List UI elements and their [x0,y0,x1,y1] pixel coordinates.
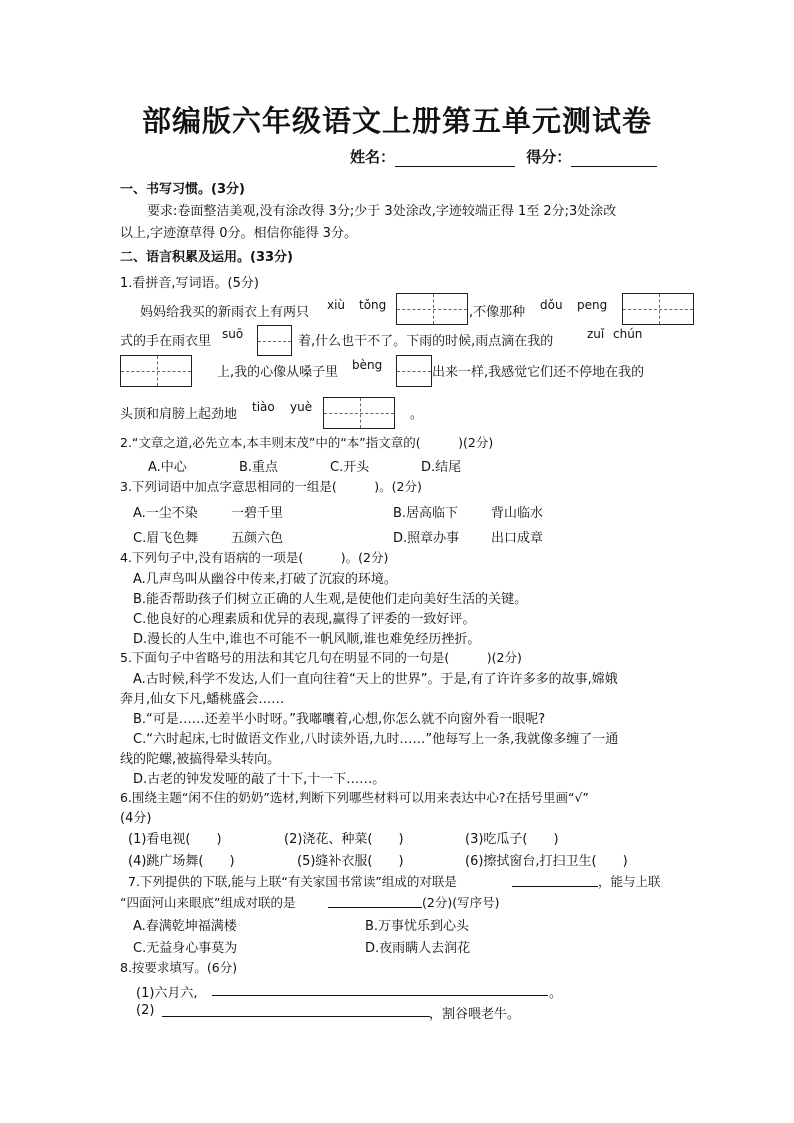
q7-option-d: D.夜雨瞒人去润花 [365,941,471,956]
q2-stem: 2.“文章之道,必先立本,本丰则末茂”中的“本”指文章的( )(2分) [120,435,494,450]
q6-stem-line2: (4分) [120,811,152,826]
q2-option-c: C.开头 [330,460,370,475]
q6-option-4: (4)跳广场舞( ) [128,854,235,869]
q6-option-2: (2)浇花、种菜( ) [284,832,404,847]
score-label: 得分： [526,148,572,166]
page-title: 部编版六年级语文上册第五单元测试卷 [141,104,652,138]
answer-box-doupeng[interactable] [622,293,694,325]
q4-option-a: A.几声鸟叫从幽谷中传来,打破了沉寂的环境。 [133,572,397,587]
q1-line2-text: 式的手在雨衣里 [120,334,212,349]
q6-option-6: (6)擦拭窗台,打扫卫生( ) [465,854,628,869]
q1-line3-text-b: 出来一样,我感觉它们还不停地在我的 [432,365,645,380]
q8-line2-prefix: (2) [136,1003,155,1018]
q2-option-a: A.中心 [148,460,187,475]
section-2-heading: 二、语言积累及运用。(33分) [120,250,293,265]
q8-answer-blank-2[interactable] [162,1016,430,1017]
answer-box-beng[interactable] [396,355,432,387]
q6-option-1: (1)看电视( ) [128,832,222,847]
pinyin-chun: chún [613,327,643,341]
pinyin-peng: peng [577,298,608,312]
q6-option-3: (3)吃瓜子( ) [465,832,559,847]
pinyin-tong: tǒng [359,298,387,312]
pinyin-dou: dǒu [540,298,563,312]
q7-answer-blank-1[interactable] [512,886,598,887]
q7-stem-line2b: (2分)(写序号) [422,895,500,910]
q3-option-d1: D.照章办事 [393,531,460,546]
name-score-bar [350,146,657,167]
q6-stem-line1: 6.围绕主题“闲不住的奶奶”选材,判断下列哪些材料可以用来表达中心?在括号里画“√” [120,790,589,805]
pinyin-tiao: tiào [252,400,275,414]
q1-line4-text: 头顶和肩膀上起劲地 [120,407,238,422]
q5-option-d: D.古老的钟发发哑的敲了十下,十一下……。 [133,772,386,787]
q1-stem: 1.看拼音,写词语。(5分) [120,276,259,291]
answer-box-suo[interactable] [257,325,292,356]
pinyin-suo: suō [222,327,244,341]
pinyin-zui: zuǐ [587,327,605,341]
q1-line1-text-b: ,不像那种 [469,305,526,320]
q6-option-5: (5)缝补衣服( ) [297,854,404,869]
q5-option-a-line2: 奔月,仙女下凡,蟠桃盛会…… [120,692,285,707]
answer-box-zuichun[interactable] [120,355,192,387]
q1-line4-end: 。 [410,407,424,422]
q8-line1-end: 。 [549,986,563,1001]
q4-option-d: D.漫长的人生中,谁也不可能不一帆风顺,谁也难免经历挫折。 [133,632,481,647]
pinyin-yue: yuè [290,400,313,414]
q7-answer-blank-2[interactable] [328,907,422,908]
section-1-heading: 一、书写习惯。(3分) [120,182,245,197]
name-label: 姓名： [350,148,396,166]
q3-option-b1: B.居高临下 [393,506,459,521]
q7-option-a: A.春满乾坤福满楼 [133,919,237,934]
q7-stem-line2a: “四面河山来眼底”组成对联的是 [120,895,296,910]
q5-option-b: B.“可是……还差半小时呀。”我嘟囔着,心想,你怎么就不向窗外看一眼呢? [133,712,546,727]
q3-option-d2: 出口成章 [491,531,544,546]
q1-line1-text: 妈妈给我买的新雨衣上有两只 [140,305,310,320]
q3-stem: 3.下列词语中加点字意思相同的一组是( )。(2分) [120,479,422,494]
q7-stem-line1a: 7.下列提供的下联,能与上联“有关家国书常读”组成的对联是 [128,874,457,889]
answer-box-xiutong[interactable] [396,293,468,325]
q1-line3-text: 上,我的心像从嗓子里 [217,365,339,380]
q3-option-a1: A.一尘不染 [133,506,198,521]
q4-option-b: B.能否帮助孩子们树立正确的人生观,是使他们走向美好生活的关键。 [133,592,528,607]
s1-text-line2: 以上,字迹潦草得 0分。相信你能得 3分。 [120,226,357,241]
q4-stem: 4.下列句子中,没有语病的一项是( )。(2分) [120,550,389,565]
q8-line2-end: ，割谷喂老牛。 [429,1007,521,1022]
name-field[interactable] [395,152,515,167]
q5-option-a-line1: A.古时候,科学不发达,人们一直向往着“天上的世界”。于是,有了许许多多的故事,嫦娥 [133,672,618,687]
q7-stem-line1b: ，能与上联 [598,874,661,889]
pinyin-xiu: xiù [327,298,346,312]
s1-text-line1: 要求:卷面整洁美观,没有涂改得 3分;少于 3处涂改,字迹较端正得 1至 2分;3处涂改 [147,204,617,219]
q4-option-c: C.他良好的心理素质和优异的表现,赢得了评委的一致好评。 [133,612,476,627]
q7-option-c: C.无益身心事莫为 [133,941,238,956]
q8-line1-prefix: (1)六月六, [136,986,198,1001]
pinyin-beng: bèng [352,358,383,372]
q8-stem: 8.按要求填写。(6分) [120,960,238,975]
q7-option-b: B.万事忧乐到心头 [365,919,470,934]
q3-option-b2: 背山临水 [491,506,544,521]
score-field[interactable] [571,152,657,167]
q2-option-b: B.重点 [239,460,279,475]
q3-option-c1: C.眉飞色舞 [133,531,199,546]
q2-option-d: D.结尾 [421,460,462,475]
q5-option-c-line1: C.“六时起床,七时做语文作业,八时读外语,九时……”他每写上一条,我就像多缠了一通 [133,732,619,747]
q5-stem: 5.下面句子中省略号的用法和其它几句在明显不同的一句是( )(2分) [120,650,522,665]
q1-line2-text-b: 着,什么也干不了。下雨的时候,雨点滴在我的 [298,334,554,349]
q8-answer-blank-1[interactable] [212,995,548,996]
q5-option-c-line2: 线的陀螺,被搞得晕头转向。 [120,752,281,767]
q3-option-a2: 一碧千里 [231,506,284,521]
answer-box-tiaoyue[interactable] [323,397,395,429]
q3-option-c2: 五颜六色 [231,531,284,546]
